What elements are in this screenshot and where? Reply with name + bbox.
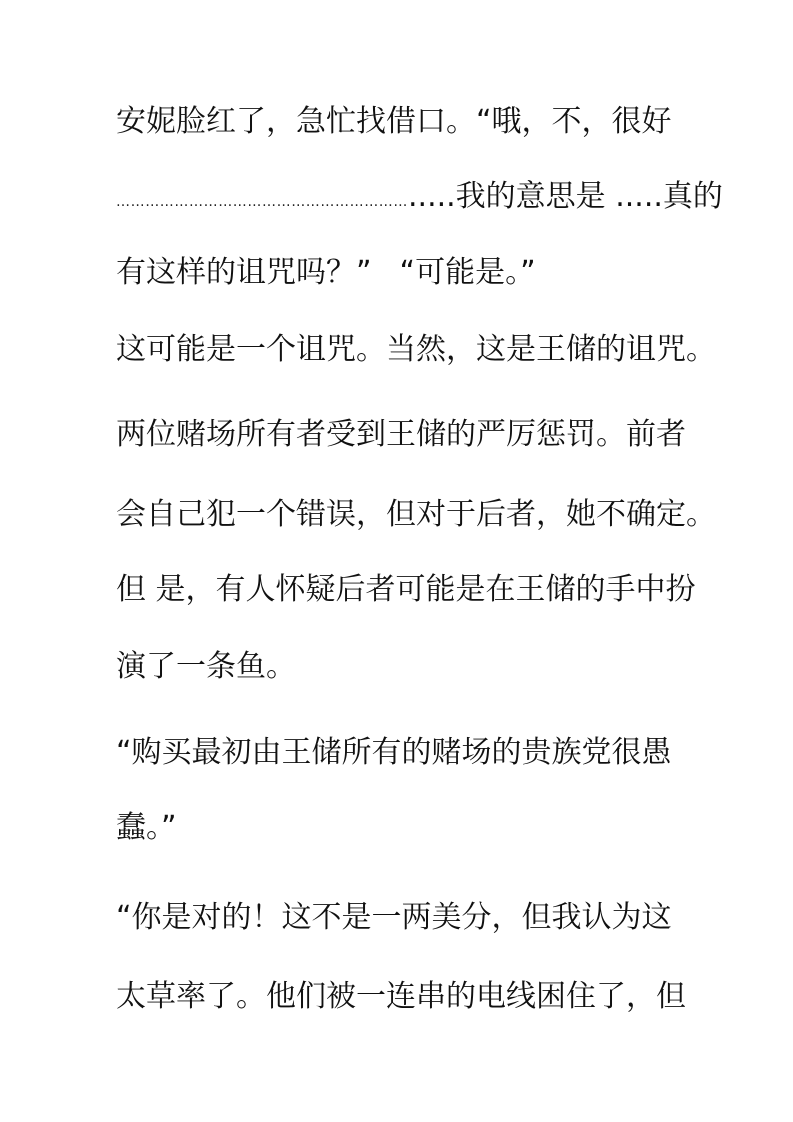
text-fragment: “可能是。” xyxy=(399,255,536,290)
text-line: 两位赌场所有者受到王储的严厉惩罚。前者 xyxy=(116,417,686,452)
text-line: 安妮脸红了，急忙找借口。“哦，不，很好 xyxy=(116,104,672,139)
text-fragment: .....我的意思是 .....真的 xyxy=(408,179,723,214)
text-fragment: 有这样的诅咒吗？” xyxy=(116,255,372,290)
ellipsis-leader: …………………………………………………… xyxy=(116,194,408,210)
text-line-dialogue xyxy=(116,253,678,293)
text-line: 太草率了。他们被一连串的电线困住了，但 xyxy=(116,979,686,1014)
text-line: “你是对的！这不是一两美分，但我认为这 xyxy=(116,900,672,935)
text-line: 这可能是一个诅咒。当然，这是王储的诅咒。 xyxy=(116,332,716,367)
text-line: 但 是，有人怀疑后者可能是在王储的手中扮 xyxy=(116,572,696,607)
text-line: “购买最初由王储所有的赌场的贵族党很愚 xyxy=(116,735,672,770)
text-line: 会自己犯一个错误，但对于后者，她不确定。 xyxy=(116,497,716,532)
text-line: 蠢。” xyxy=(116,810,177,845)
text-line: 演了一条鱼。 xyxy=(116,649,296,684)
text-line-with-ellipsis xyxy=(116,177,723,222)
